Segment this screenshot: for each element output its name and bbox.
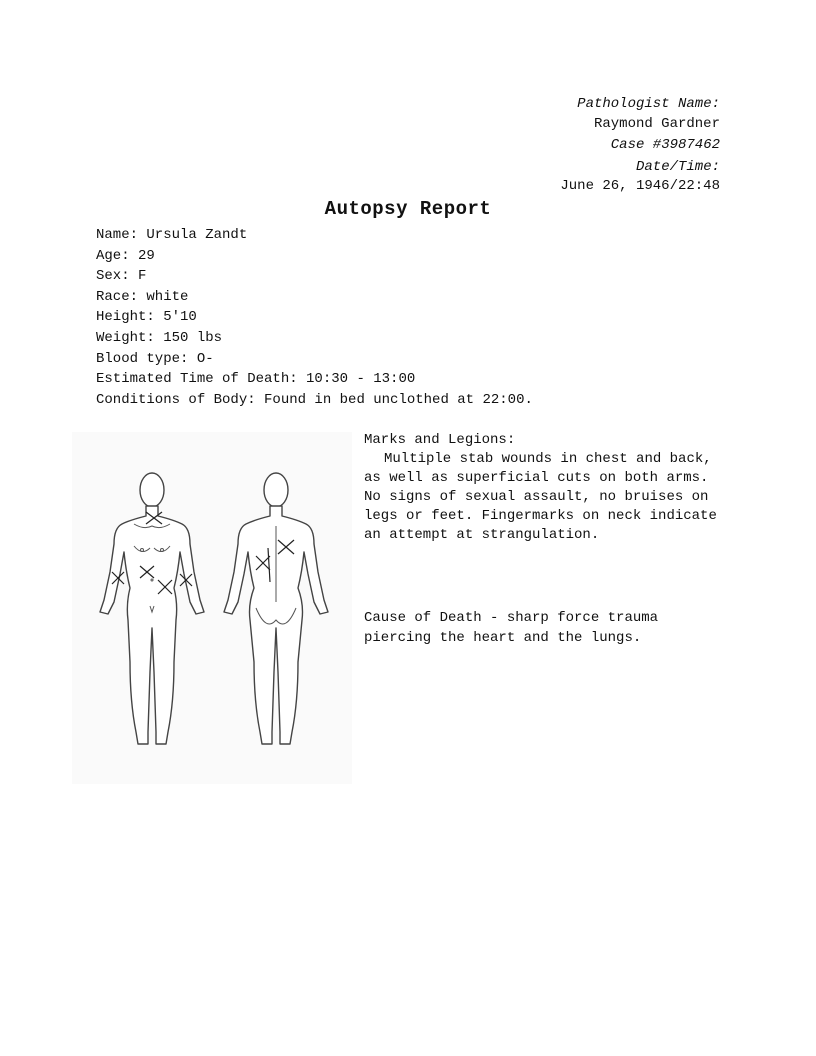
marks-section (364, 431, 724, 545)
marks-heading: Marks and Legions: (364, 432, 516, 448)
field-age: Age: 29 (96, 247, 155, 264)
pathologist-label: Pathologist Name: (577, 96, 720, 112)
field-race: Race: white (96, 288, 189, 305)
field-weight: Weight: 150 lbs (96, 329, 223, 346)
datetime-value: June 26, 1946/22:48 (560, 178, 720, 194)
cause-of-death: Cause of Death - sharp force trauma piercing the heart and the lungs. (364, 610, 659, 646)
field-blood-type: Blood type: O- (96, 350, 214, 367)
case-number: Case #3987462 (610, 137, 720, 153)
page-title: Autopsy Report (324, 198, 492, 220)
field-time-of-death: Estimated Time of Death: 10:30 - 13:00 (96, 371, 416, 388)
field-name: Name: Ursula Zandt (96, 227, 248, 243)
marks-body: Multiple stab wounds in chest and back, as well as superficial cuts on both arms. No signs of sexual assault, no bruises on legs or feet. Fingermarks on neck indicate an attempt at strangulation. (364, 451, 717, 543)
field-conditions: Conditions of Body: Found in bed unclothed at 22:00. (96, 391, 533, 408)
field-sex: Sex: F (96, 268, 147, 285)
body-diagram (72, 432, 352, 784)
datetime-label: Date/Time: (635, 159, 720, 175)
patient-fields (96, 225, 533, 410)
field-height: Height: 5'10 (96, 309, 197, 326)
pathologist-name: Raymond Gardner (593, 116, 720, 132)
